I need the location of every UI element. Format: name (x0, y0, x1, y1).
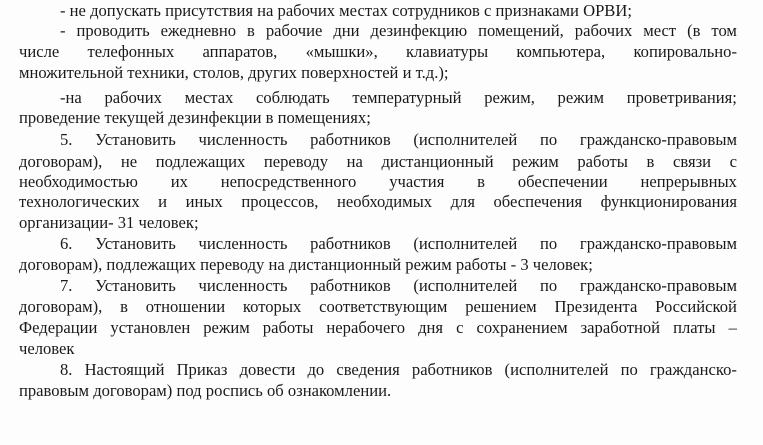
text-line-17: человек (19, 339, 75, 358)
word: численность (198, 130, 288, 149)
word: численность (198, 234, 288, 253)
word: температурный (352, 88, 462, 107)
word: гражданско-правовым (579, 130, 737, 149)
text-line-8 (19, 152, 737, 173)
word: на (346, 152, 363, 171)
word: (исполнителей (504, 360, 609, 379)
word: по (540, 130, 558, 149)
word: их (170, 172, 188, 191)
word: в (120, 297, 128, 316)
word: договорам), (19, 152, 103, 171)
word: договорам), (19, 297, 103, 316)
word: сохранением (476, 318, 568, 337)
text-line-6: проведение текущей дезинфекции в помещениях; (19, 108, 371, 127)
word: режим (512, 152, 559, 171)
word: дистанционный (381, 152, 494, 171)
word: копировально- (633, 42, 737, 61)
text-line-19: правовым договорам) под роспись об ознакомлении. (19, 381, 392, 400)
word: Установить (95, 234, 176, 253)
word: работников (310, 276, 391, 295)
word: компьютера, (516, 42, 606, 61)
word: довести (239, 360, 296, 379)
word: рабочих (104, 88, 162, 107)
word: по (540, 276, 558, 295)
word: проводить (76, 21, 150, 40)
word: 8. (60, 360, 73, 379)
text-line-12 (60, 234, 737, 255)
word: работников (411, 360, 493, 379)
word: соответствующим (319, 297, 448, 316)
word: процессов, (241, 192, 319, 211)
word: (исполнителей (413, 130, 518, 149)
text-line-13: договорам), подлежащих переводу на дистанционный режим работы - 3 человек; (19, 255, 593, 274)
word: участия (389, 172, 445, 191)
word: не (120, 152, 138, 171)
word: гражданско- (649, 360, 737, 379)
word: (исполнителей (413, 234, 518, 253)
text-line-16 (19, 318, 737, 339)
word: сведения (336, 360, 400, 379)
word: рабочих (574, 21, 633, 40)
word: Федерации (19, 318, 98, 337)
word: гражданско-правовым (579, 234, 737, 253)
text-line-5 (60, 88, 737, 109)
word: подлежащих (155, 152, 246, 171)
word: том (711, 21, 737, 40)
word: непрерывных (640, 172, 737, 191)
text-line-3 (19, 42, 737, 63)
word: «мышки», (305, 42, 378, 61)
word: гражданско-правовым (579, 276, 737, 295)
text-line-4: множительной техники, столов, других поверхностей и т.д.); (19, 63, 449, 82)
word: работы (577, 152, 628, 171)
word: с (729, 152, 737, 171)
word: (в (687, 21, 701, 40)
word: работников (310, 130, 391, 149)
word: платы (673, 318, 716, 337)
text-line-2 (60, 21, 737, 42)
word: необходимых (336, 192, 433, 211)
word: заработной (580, 318, 661, 337)
word: мест (643, 21, 677, 40)
word: по (540, 234, 558, 253)
word: с (456, 318, 464, 337)
text-line-9 (19, 172, 737, 193)
word: - (60, 21, 66, 40)
word: необходимостью (19, 172, 138, 191)
word: Настоящий (84, 360, 165, 379)
word: для (450, 192, 475, 211)
text-line-15 (19, 297, 737, 318)
word: по (620, 360, 638, 379)
text-line-1: - не допускать присутствия на рабочих местах сотрудников с признаками ОРВИ; (60, 1, 632, 20)
word: проветривания; (626, 88, 737, 107)
word: технологических (19, 192, 140, 211)
word: дезинфекцию (370, 21, 468, 40)
text-line-11: организации- 31 человек; (19, 213, 199, 232)
word: работы (262, 318, 314, 337)
word: местах (184, 88, 234, 107)
word: Установить (95, 130, 176, 149)
word: работников (310, 234, 391, 253)
word: иных (185, 192, 223, 211)
text-line-18 (60, 360, 737, 381)
word: в (247, 21, 255, 40)
word: численность (198, 276, 288, 295)
word: режим, (484, 88, 535, 107)
word: установлен (110, 318, 191, 337)
text-line-10 (19, 192, 737, 213)
word: числе (19, 42, 60, 61)
word: 6. (60, 234, 73, 253)
word: соблюдать (256, 88, 330, 107)
word: помещений, (478, 21, 564, 40)
word: решением (465, 297, 537, 316)
word: рабочие (265, 21, 323, 40)
word: и (158, 192, 168, 211)
word: в (477, 172, 485, 191)
word: функционирования (600, 192, 737, 211)
word: Установить (95, 276, 176, 295)
word: переводу (263, 152, 329, 171)
word: отношении (145, 297, 226, 316)
word: 7. (60, 276, 73, 295)
word: клавиатуры (406, 42, 489, 61)
word: (исполнителей (413, 276, 518, 295)
word: в (646, 152, 655, 171)
word: до (307, 360, 325, 379)
text-line-7 (60, 130, 737, 151)
text-line-14 (60, 276, 737, 297)
word: дни (333, 21, 360, 40)
word: обеспечения (493, 192, 583, 211)
word: нерабочего (326, 318, 406, 337)
word: Приказ (176, 360, 228, 379)
word: телефонных (87, 42, 175, 61)
word: аппаратов, (202, 42, 278, 61)
word: – (728, 318, 737, 337)
word: Российской (655, 297, 737, 316)
word: дня (418, 318, 444, 337)
word: Президента (554, 297, 638, 316)
word: которых (242, 297, 302, 316)
word: режим (557, 88, 605, 107)
word: 5. (60, 130, 73, 149)
word: связи (672, 152, 712, 171)
word: непосредственного (220, 172, 357, 191)
word: -на (60, 88, 82, 107)
word: режим (203, 318, 250, 337)
word: ежедневно (160, 21, 237, 40)
word: обеспечении (517, 172, 608, 191)
